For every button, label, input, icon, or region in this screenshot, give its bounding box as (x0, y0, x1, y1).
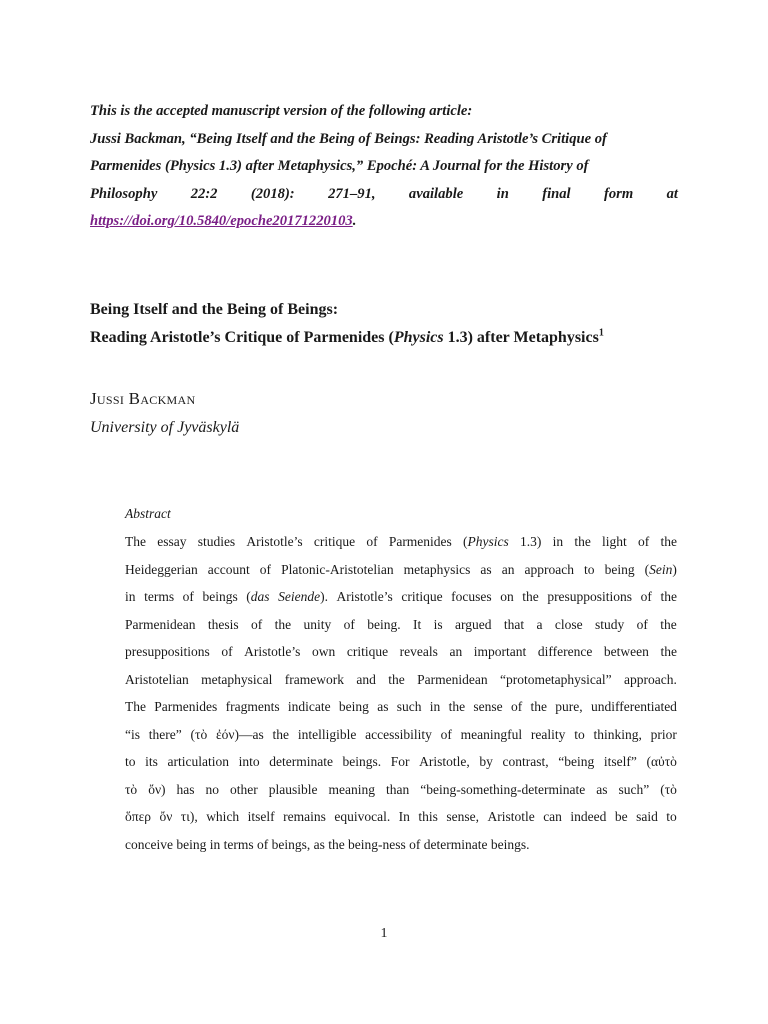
abstract-word: is (433, 616, 443, 632)
notice-line-2: Jussi Backman, “Being Itself and the Being of Beings: Reading Aristotle’s Critique of (90, 130, 607, 147)
abstract-word: of (636, 616, 648, 632)
abstract-word: studies (197, 534, 236, 549)
doi-link[interactable]: https://doi.org/10.5840/epoche20171220103 (90, 213, 353, 229)
abstract-word: beings (202, 589, 238, 604)
abstract-word: can (543, 809, 562, 824)
abstract-word: ἐόν)—as (216, 726, 264, 742)
abstract-word: prior (650, 726, 677, 742)
abstract-word: “being (558, 754, 595, 769)
abstract-word: plausible (268, 781, 318, 797)
notice-word: form (604, 185, 634, 202)
abstract-word: Seiende). (278, 589, 328, 604)
abstract-word: the (272, 726, 290, 742)
title-physics: Physics (393, 329, 444, 346)
abstract-line (125, 693, 677, 721)
abstract-word: critique (346, 644, 389, 659)
abstract-word: the (530, 699, 547, 714)
abstract-word: approach. (624, 671, 677, 687)
abstract-word: focuses (451, 589, 492, 604)
abstract-word: important (473, 644, 527, 659)
abstract-word: the (660, 589, 677, 604)
abstract-word: own (312, 644, 336, 659)
abstract-word: indeed (570, 809, 607, 824)
notice-word: (2018): (250, 185, 295, 202)
abstract-word: τὸ (125, 781, 138, 797)
article-title (90, 296, 690, 352)
abstract-word: Platonic-Aristotelian (281, 561, 394, 577)
notice-word: available (408, 185, 464, 202)
abstract-word: approach (524, 561, 574, 577)
abstract-word: the (274, 616, 292, 632)
abstract-line (125, 721, 677, 749)
footnote-mark[interactable]: 1 (598, 327, 604, 339)
abstract-word: (τὸ (190, 726, 208, 742)
abstract-word: a (536, 616, 543, 632)
abstract-word: argued (455, 616, 492, 632)
abstract-word: τι), (180, 809, 198, 824)
abstract-word: (τὸ (660, 781, 677, 797)
abstract-line (125, 528, 677, 556)
abstract-word: by (479, 754, 493, 769)
abstract-word: in (125, 589, 136, 604)
abstract-word: such” (618, 781, 650, 797)
abstract-word: thesis (207, 616, 239, 632)
abstract-word: Aristotle (487, 809, 535, 824)
abstract-word: thinking, (593, 726, 642, 742)
abstract-word: critique (313, 534, 356, 549)
author-affiliation: University of Jyväskylä (90, 419, 240, 436)
abstract-word: unity (303, 616, 332, 632)
notice-word: in (496, 185, 509, 202)
abstract-word: other (230, 781, 258, 797)
abstract-word: into (238, 754, 260, 769)
abstract-word: ὄν (159, 809, 173, 824)
title-line-2-end: 1.3) after Metaphysics (443, 329, 599, 346)
abstract-word: the (574, 534, 591, 549)
abstract-word: The (125, 534, 146, 549)
abstract-word: that (503, 616, 525, 632)
abstract-word: light (602, 534, 627, 549)
abstract-word: study (595, 616, 625, 632)
abstract-word: being (338, 699, 369, 714)
abstract-word: metaphysics (403, 561, 471, 577)
abstract-line (125, 611, 677, 639)
notice-word: Philosophy (90, 185, 158, 202)
abstract-word: presuppositions (125, 644, 210, 659)
abstract-word: no (205, 781, 220, 797)
abstract-word: to (125, 754, 136, 769)
abstract-word: contrast, (502, 754, 549, 769)
abstract-last-line: conceive being in terms of beings, as the being-ness of determinate beings. (125, 836, 530, 852)
abstract-word: of (638, 534, 650, 549)
notice-word: 22:2 (190, 185, 218, 202)
abstract-word: reality (530, 726, 566, 742)
abstract-line (125, 803, 677, 831)
abstract-line (125, 556, 677, 584)
abstract-word: of (259, 561, 272, 577)
abstract-word: an (449, 644, 463, 659)
doi-period: . (352, 213, 357, 229)
abstract-word: undifferentiated (590, 699, 677, 714)
title-line-2 (90, 324, 690, 352)
abstract-word: “is (125, 726, 140, 742)
notice-word: at (666, 185, 678, 202)
abstract-line (125, 748, 677, 776)
abstract-word: on (500, 589, 514, 604)
abstract-word: the (660, 616, 677, 632)
abstract-word: in (552, 534, 564, 549)
abstract-word: (Physics (463, 534, 509, 549)
abstract-word: the (388, 671, 405, 687)
abstract-word: of (510, 699, 523, 714)
abstract-word: the (522, 589, 539, 604)
abstract-word: sense, (446, 809, 479, 824)
abstract-word: determinate (269, 754, 333, 769)
abstract-body (125, 528, 677, 858)
abstract-word: (das (246, 589, 270, 604)
abstract-word: Heideggerian (125, 561, 198, 577)
abstract-word: meaningful (460, 726, 523, 742)
abstract-word: to (574, 726, 585, 742)
abstract-word: there” (148, 726, 182, 742)
abstract-word: its (145, 754, 158, 769)
abstract-word: and (356, 671, 376, 687)
notice-line-4 (90, 181, 678, 209)
abstract-word: intelligible (297, 726, 357, 742)
abstract-word: The (125, 699, 146, 714)
abstract-word: articulation (167, 754, 229, 769)
manuscript-notice (90, 98, 678, 236)
abstract-word: Parmenides (154, 699, 218, 714)
abstract-word: has (176, 781, 195, 797)
notice-line-5 (90, 208, 678, 236)
abstract-word: than (386, 781, 410, 797)
notice-line-1: This is the accepted manuscript version of the following article: (90, 103, 473, 119)
abstract-word: the (660, 534, 677, 549)
abstract-line (125, 583, 677, 611)
abstract-word: In (398, 809, 410, 824)
abstract-word: itself” (603, 754, 637, 769)
abstract-word: of (182, 589, 194, 604)
abstract-word: presuppositions (547, 589, 633, 604)
abstract-word: which (206, 809, 240, 824)
abstract-word: of (221, 644, 233, 659)
abstract-word: Parmenides (388, 534, 452, 549)
abstract-word: ὅπερ (125, 809, 151, 824)
abstract-word: the (660, 644, 677, 659)
abstract-word: critique (401, 589, 443, 604)
notice-word: final (542, 185, 571, 202)
abstract-word: terms (144, 589, 175, 604)
abstract-word: difference (537, 644, 593, 659)
title-line-2-start: Reading Aristotle’s Critique of Parmenides ( (90, 329, 394, 346)
abstract-word: (Sein) (644, 561, 677, 577)
abstract-word: sense (473, 699, 503, 714)
abstract-word: this (418, 809, 438, 824)
abstract-word: fragments (225, 699, 280, 714)
abstract-word: between (603, 644, 649, 659)
abstract-word: being (604, 561, 635, 577)
abstract-word: in (429, 699, 441, 714)
abstract-word: close (554, 616, 583, 632)
abstract-word: of (640, 589, 652, 604)
abstract-heading: Abstract (125, 506, 171, 521)
abstract-word: “being-something-determinate (420, 781, 586, 797)
abstract-line (125, 638, 677, 666)
abstract-word: being. (367, 616, 401, 632)
abstract-word: Parmenidean (417, 671, 488, 687)
abstract-line (125, 666, 677, 694)
abstract-word: indicate (287, 699, 331, 714)
abstract-word: 1.3) (520, 534, 542, 549)
abstract-word: For (390, 754, 410, 769)
abstract-line (125, 776, 677, 804)
abstract-word: “protometaphysical” (499, 671, 612, 687)
page-number: 1 (380, 926, 388, 941)
abstract-word: an (501, 561, 515, 577)
abstract-word: itself (247, 809, 275, 824)
abstract-word: such (396, 699, 422, 714)
abstract-word: as (596, 781, 608, 797)
abstract-word: as (377, 699, 389, 714)
abstract-word: framework (284, 671, 344, 687)
abstract-word: the (448, 699, 466, 714)
abstract-word: (αὐτὸ (646, 754, 677, 769)
abstract-word: of (251, 616, 263, 632)
abstract-word: to (584, 561, 595, 577)
abstract-word: ὄν) (148, 781, 166, 797)
abstract-word: accessibility (365, 726, 432, 742)
abstract-word: as (480, 561, 492, 577)
notice-line-3: Parmenides (Physics 1.3) after Metaphysics,” Epoché: A Journal for the History of (90, 158, 589, 174)
abstract-word: Parmenidean (125, 616, 196, 632)
abstract-word: said (636, 809, 658, 824)
abstract-word: equivocal. (334, 809, 391, 824)
abstract-word: of (343, 616, 355, 632)
abstract-word: account (207, 561, 250, 577)
abstract-word: Aristotle’s (336, 589, 393, 604)
abstract-word: It (413, 616, 422, 632)
abstract-word: reveals (399, 644, 438, 659)
notice-word: 271–91, (328, 185, 376, 202)
abstract-word: to (666, 809, 677, 824)
abstract-word: be (614, 809, 628, 824)
abstract-word: Aristotle’s (246, 534, 303, 549)
abstract-word: Aristotelian (125, 671, 189, 687)
abstract-word: meaning (328, 781, 376, 797)
author-name: Jussi Backman (90, 389, 196, 408)
abstract-word: Aristotle, (419, 754, 470, 769)
abstract-word: of (366, 534, 378, 549)
abstract-word: beings. (342, 754, 382, 769)
abstract-word: essay (157, 534, 187, 549)
title-line-1: Being Itself and the Being of Beings: (90, 301, 339, 318)
abstract-word: Aristotle’s (244, 644, 301, 659)
abstract-word: remains (283, 809, 326, 824)
abstract-word: metaphysical (201, 671, 273, 687)
abstract-word: pure, (555, 699, 583, 714)
abstract-word: of (440, 726, 452, 742)
